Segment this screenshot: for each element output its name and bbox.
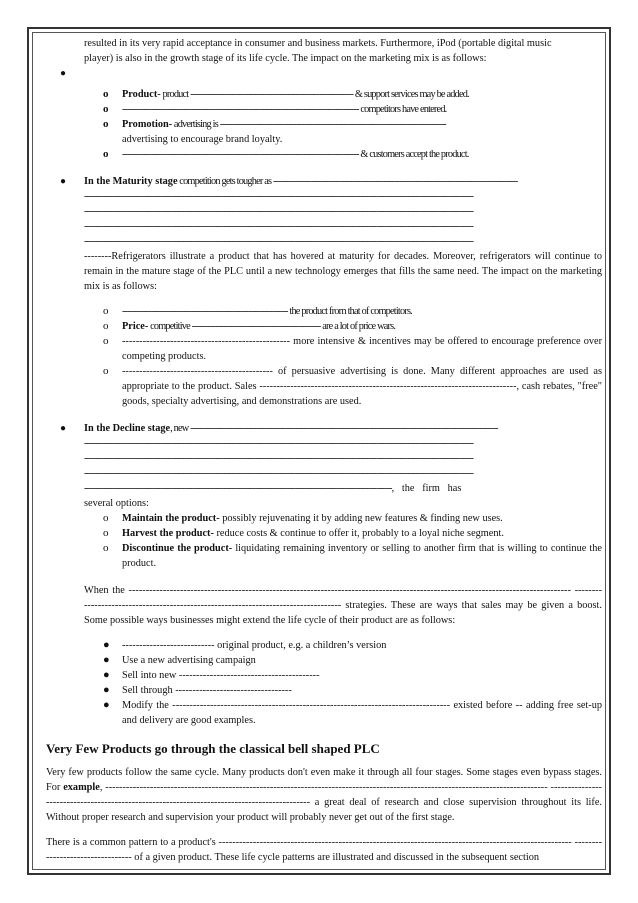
few-paragraph: Very few products follow the same cycle. Many products don't even make it through all four stages. Some stages even bypass stages. For example, --------------------------------------------------------------------------------------------------------------------------------- -------------------------------------------------------------------------------------------- a great deal of research and close supervision throughout its life. Without proper research and supervision your product will probably never get out of the first stage. [46, 767, 602, 823]
circle-bullet-icon: o [103, 335, 109, 347]
bullet-icon: ● [60, 423, 67, 434]
extension-item: ● Use a new advertising campaign [103, 654, 256, 666]
maturity-dash-line: ---------------------------------------------------------------------------------------------------------------------------------------------------- [84, 236, 474, 247]
bullet-icon: ● [103, 639, 110, 651]
decline-option-harvest: o Harvest the product- reduce costs & continue to offer it, probably to a loyal niche segment. [103, 527, 504, 539]
maturity-paragraph: --------Refrigerators illustrate a product that has hovered at maturity for decades. Moreover, refrigerators will continue to remain in the mature stage of the PLC until a new technology emerges that fills the same need. The impact on the marketing mix is as follows: [84, 251, 602, 292]
maturity-item-distribution: o ------------------------------------------------- more intensive & incentives may be offered to encourage preference over competing products. [103, 335, 602, 362]
maturity-item-price: o Price- competitive ------------------------------------------------- are a lot of price wars. [103, 320, 396, 332]
growth-intro-line: player) is also in the growth stage of its life cycle. The impact on the marketing mix is as follows: [84, 53, 487, 64]
bullet-icon: ● [103, 669, 110, 681]
bullet-icon: ● [60, 176, 67, 187]
decline-option-discontinue: o Discontinue the product- liquidating remaining inventory or selling to another firm that is willing to continue the product. [103, 542, 602, 569]
section-heading: Very Few Products go through the classical bell shaped PLC [46, 741, 380, 756]
maturity-item-product: o --------------------------------------------------------------- the product from that of competitors. [103, 305, 412, 317]
maturity-dash-line: ---------------------------------------------------------------------------------------------------------------------------------------------------- [84, 206, 474, 217]
maturity-dash-line: ---------------------------------------------------------------------------------------------------------------------------------------------------- [84, 191, 474, 202]
growth-item-place: o ------------------------------------------------------------------------------------------ competitors have entered. [103, 103, 447, 115]
pattern-paragraph: There is a common pattern to a product's ------------------------------------------------------------------------------------------------------- --------------------------------- of a given product. These life cycle patterns are illustrated and discussed in the subsequent section [46, 837, 602, 863]
extension-paragraph: When the --------------------------------------------------------------------------------------------------------------------------------- ----------------------------------------------------------------------------------- strategies. These are ways that sales may be given a boost. Some possible ways businesses might extend the life cycle of their product are as follows: [84, 585, 602, 626]
bullet-icon: ● [103, 684, 110, 696]
growth-intro-line: resulted in its very rapid acceptance in consumer and business markets. Furthermore, iPod (portable digital music [84, 38, 552, 49]
circle-bullet-icon: o [103, 148, 109, 160]
maturity-heading: ● In the Maturity stage competition gets tougher as --------------------------------------------------------------------------------------------- [60, 176, 518, 187]
circle-bullet-icon: o [103, 512, 109, 524]
extension-item: ● Sell through ---------------------------------- [103, 684, 292, 696]
growth-item-promotion-cont: advertising to encourage brand loyalty. [122, 134, 283, 145]
maturity-item-promotion: o -------------------------------------------- of persuasive advertising is done. Many different approaches are used as appropriate to the product. Sales ---------------------------------------------------------------------------, cash rebates, "free" goods, specialty advertising, and demonstrations are used. [103, 365, 602, 407]
extension-item: ● --------------------------- original product, e.g. a children’s version [103, 639, 387, 651]
bullet-icon: ● [60, 68, 67, 79]
decline-dash-line-last: ---------------------------------------------------------------------------------------------------------------------, the firm has [84, 483, 462, 494]
bullet-icon: ● [103, 654, 110, 666]
decline-option-maintain: o Maintain the product- possibly rejuvenating it by adding new features & finding new uses. [103, 512, 503, 524]
circle-bullet-icon: o [103, 320, 109, 332]
growth-item-product: o Product- product -------------------------------------------------------------- & support services may be added. [103, 88, 469, 100]
extension-item: ● Modify the --------------------------------------------------------------------------------- existed before -- adding free set-up and delivery are good examples. [103, 699, 602, 726]
extension-item: ● Sell into new ----------------------------------------- [103, 669, 320, 681]
circle-bullet-icon: o [103, 365, 109, 377]
document-body [46, 36, 602, 865]
decline-dash-line: ---------------------------------------------------------------------------------------------------------------------------------------------------- [84, 453, 474, 464]
bullet-icon: ● [103, 699, 110, 711]
circle-bullet-icon: o [103, 305, 109, 317]
growth-item-promotion: o Promotion- advertising is -------------------------------------------------------------------------------------- [103, 118, 446, 130]
circle-bullet-icon: o [103, 88, 109, 100]
circle-bullet-icon: o [103, 103, 109, 115]
growth-item-price: o ------------------------------------------------------------------------------------------ & customers accept the product. [103, 148, 469, 160]
decline-heading: ● In the Decline stage, new --------------------------------------------------------------------------------------------------------------------- [60, 423, 498, 434]
decline-dash-line: ---------------------------------------------------------------------------------------------------------------------------------------------------- [84, 468, 474, 479]
decline-dash-line: ---------------------------------------------------------------------------------------------------------------------------------------------------- [84, 438, 474, 449]
circle-bullet-icon: o [103, 542, 109, 554]
circle-bullet-icon: o [103, 118, 109, 130]
empty-bullet [46, 66, 602, 81]
maturity-dash-line: ---------------------------------------------------------------------------------------------------------------------------------------------------- [84, 221, 474, 232]
decline-options-intro: several options: [84, 498, 149, 509]
circle-bullet-icon: o [103, 527, 109, 539]
